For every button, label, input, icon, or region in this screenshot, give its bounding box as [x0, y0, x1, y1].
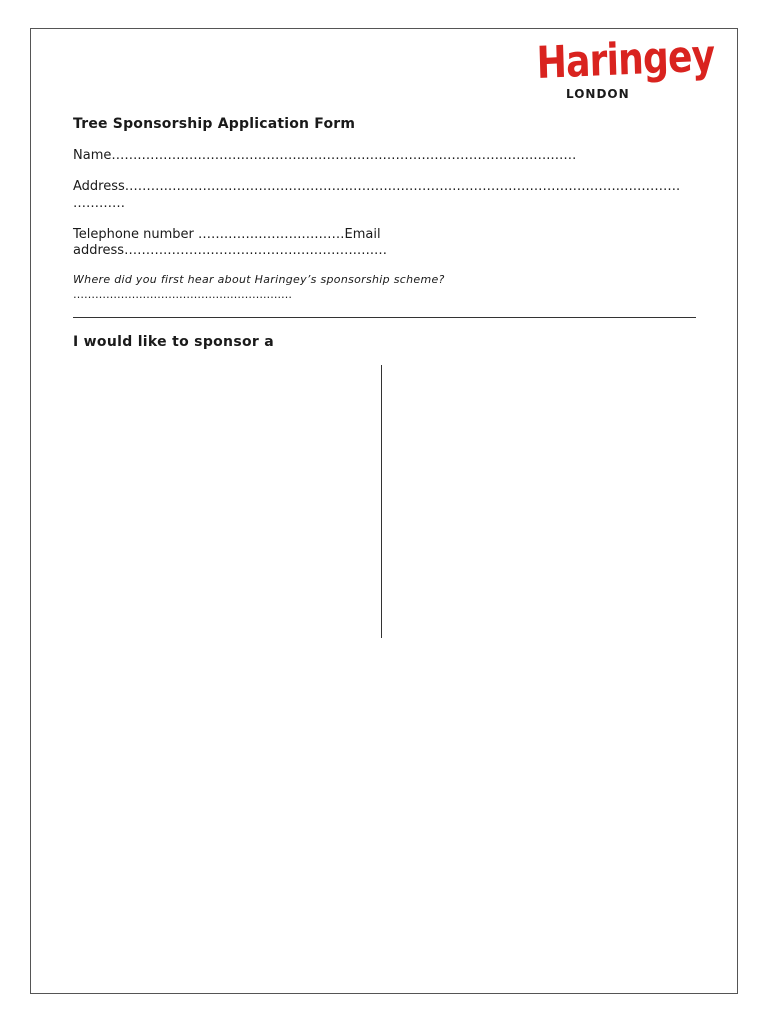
column-divider [381, 365, 382, 638]
address-field[interactable]: Address……….……….….……….….……….….……….….……….….……….….……….….…….….………. [73, 179, 681, 194]
source-question: Where did you first hear about Haringey’s sponsorship scheme? [73, 273, 445, 286]
address-field-continued[interactable]: ………… [73, 196, 125, 211]
logo-wordmark: Haringey [536, 30, 715, 89]
telephone-email-field[interactable]: Telephone number …….…….……….….……Email [73, 227, 381, 242]
name-field[interactable]: Name…….……….….……….….……….….……….….……….….……….….…….….…… [73, 148, 577, 163]
page-border [30, 28, 738, 994]
email-address-field[interactable]: address……….……….……….……….….……….….… [73, 243, 387, 258]
form-title: Tree Sponsorship Application Form [73, 116, 356, 132]
logo-subtitle: LONDON [566, 87, 630, 101]
section-divider [73, 317, 696, 318]
sponsor-heading: I would like to sponsor a [73, 334, 274, 350]
source-answer-field[interactable]: ……………….……….……….….……….….… [73, 288, 292, 301]
haringey-logo [536, 30, 720, 102]
